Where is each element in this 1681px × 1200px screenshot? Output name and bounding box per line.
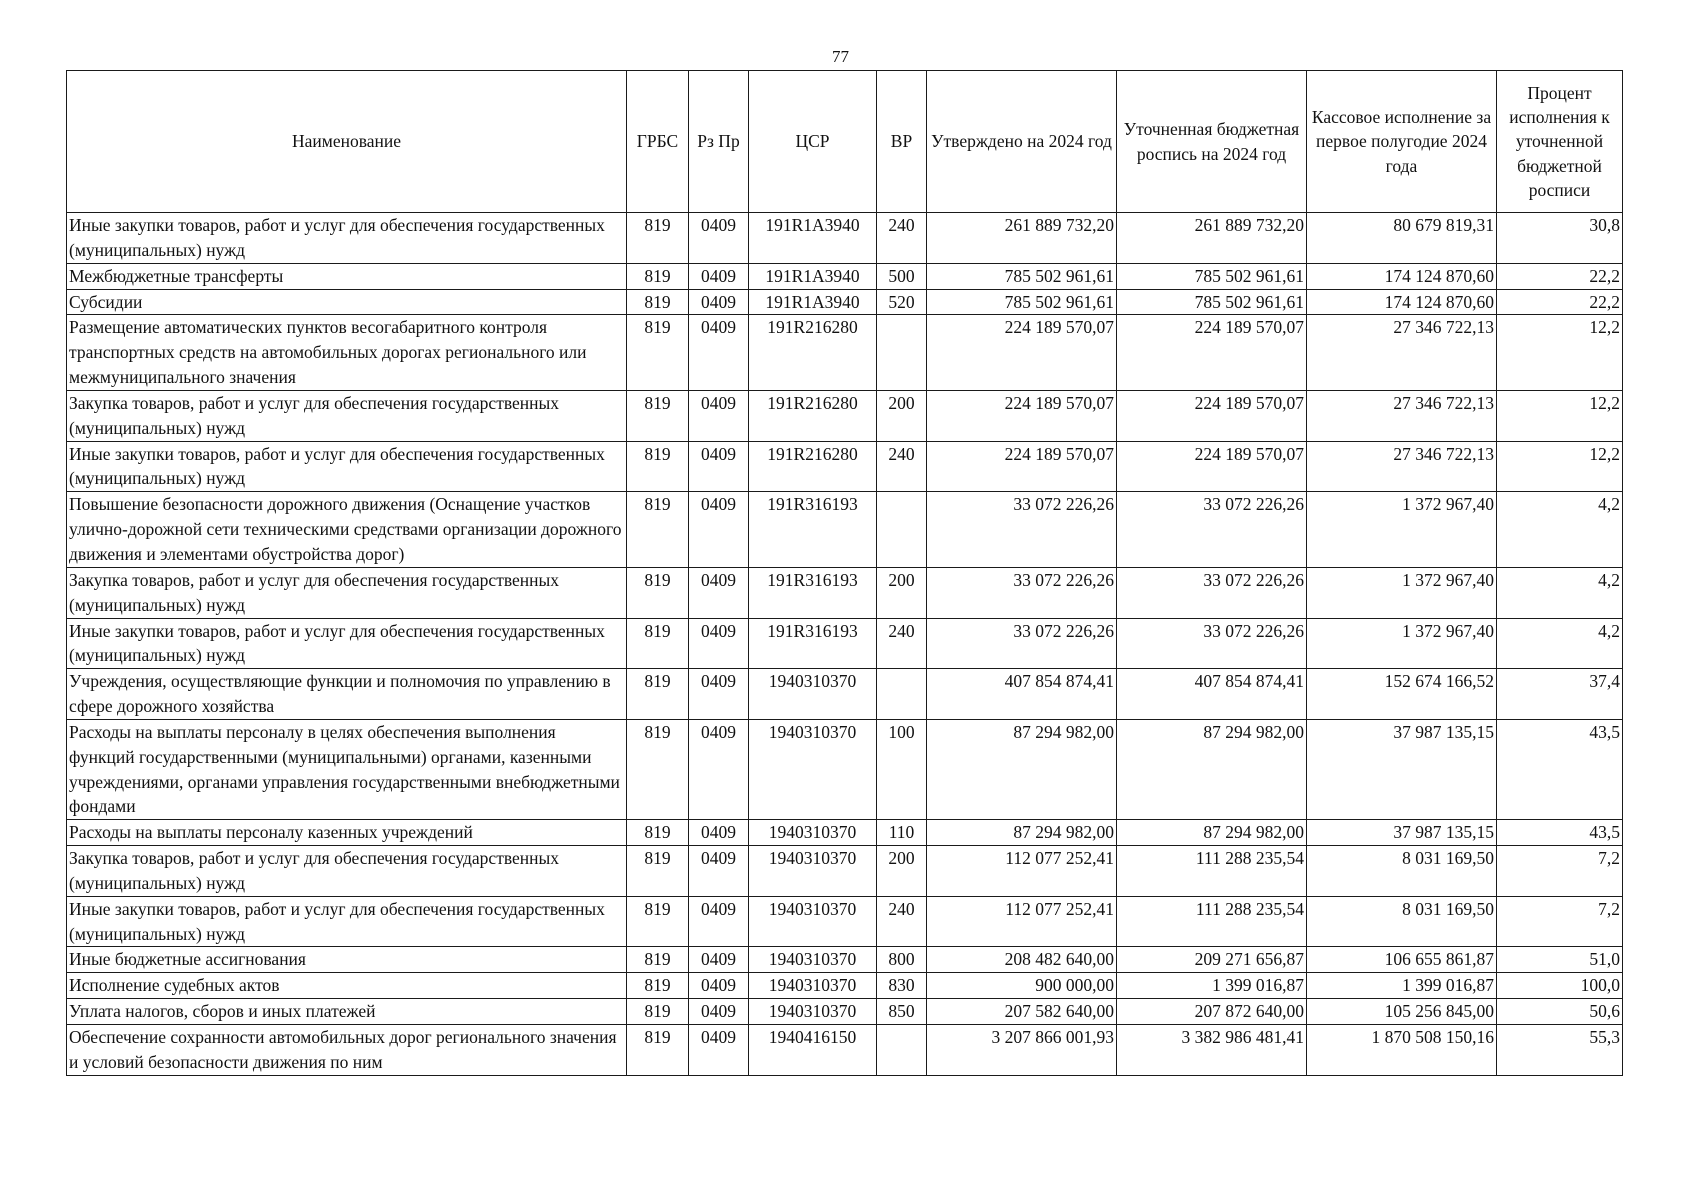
row-approved-cell: 87 294 982,00	[927, 820, 1117, 846]
row-cash-cell: 8 031 169,50	[1307, 896, 1497, 947]
header-name: Наименование	[67, 71, 627, 213]
row-grbs-cell: 819	[627, 567, 689, 618]
table-row	[67, 618, 1623, 669]
row-percent-cell: 7,2	[1497, 896, 1623, 947]
row-percent-cell: 55,3	[1497, 1025, 1623, 1076]
row-grbs-cell: 819	[627, 1025, 689, 1076]
row-grbs-cell: 819	[627, 441, 689, 492]
row-cash-cell: 37 987 135,15	[1307, 820, 1497, 846]
table-row	[67, 1025, 1623, 1076]
row-percent-cell: 4,2	[1497, 492, 1623, 568]
row-refined-cell: 3 382 986 481,41	[1117, 1025, 1307, 1076]
row-percent-cell: 4,2	[1497, 567, 1623, 618]
row-name-cell: Закупка товаров, работ и услуг для обеспечения государственных (муниципальных) нужд	[67, 390, 627, 441]
row-percent-cell: 12,2	[1497, 315, 1623, 391]
row-csr-cell: 191R216280	[749, 315, 877, 391]
row-rzpr-cell: 0409	[689, 896, 749, 947]
row-csr-cell: 191R1А3940	[749, 289, 877, 315]
row-percent-cell: 7,2	[1497, 846, 1623, 897]
header-grbs: ГРБС	[627, 71, 689, 213]
row-grbs-cell: 819	[627, 213, 689, 264]
row-approved-cell: 224 189 570,07	[927, 441, 1117, 492]
row-refined-cell: 111 288 235,54	[1117, 846, 1307, 897]
row-percent-cell: 50,6	[1497, 999, 1623, 1025]
row-name-cell: Иные закупки товаров, работ и услуг для обеспечения государственных (муниципальных) нужд	[67, 213, 627, 264]
row-percent-cell: 12,2	[1497, 390, 1623, 441]
row-vr-cell	[877, 315, 927, 391]
row-rzpr-cell: 0409	[689, 213, 749, 264]
row-csr-cell: 1940310370	[749, 719, 877, 819]
row-refined-cell: 33 072 226,26	[1117, 567, 1307, 618]
row-rzpr-cell: 0409	[689, 618, 749, 669]
row-approved-cell: 87 294 982,00	[927, 719, 1117, 819]
row-csr-cell: 191R316193	[749, 492, 877, 568]
row-rzpr-cell: 0409	[689, 315, 749, 391]
row-csr-cell: 1940310370	[749, 947, 877, 973]
row-name-cell: Иные закупки товаров, работ и услуг для обеспечения государственных (муниципальных) нужд	[67, 896, 627, 947]
row-cash-cell: 1 399 016,87	[1307, 973, 1497, 999]
row-csr-cell: 1940310370	[749, 846, 877, 897]
row-approved-cell: 112 077 252,41	[927, 896, 1117, 947]
row-rzpr-cell: 0409	[689, 669, 749, 720]
row-vr-cell: 830	[877, 973, 927, 999]
row-grbs-cell: 819	[627, 973, 689, 999]
row-name-cell: Иные закупки товаров, работ и услуг для обеспечения государственных (муниципальных) нужд	[67, 618, 627, 669]
budget-execution-table	[66, 70, 1623, 1076]
row-name-cell: Иные закупки товаров, работ и услуг для обеспечения государственных (муниципальных) нужд	[67, 441, 627, 492]
table-row	[67, 315, 1623, 391]
row-approved-cell: 261 889 732,20	[927, 213, 1117, 264]
row-csr-cell: 191R316193	[749, 618, 877, 669]
row-cash-cell: 37 987 135,15	[1307, 719, 1497, 819]
header-percent: Процент исполнения к уточненной бюджетной росписи	[1497, 71, 1623, 213]
row-rzpr-cell: 0409	[689, 973, 749, 999]
table-row	[67, 820, 1623, 846]
row-name-cell: Субсидии	[67, 289, 627, 315]
row-approved-cell: 33 072 226,26	[927, 618, 1117, 669]
row-vr-cell: 240	[877, 896, 927, 947]
row-refined-cell: 33 072 226,26	[1117, 618, 1307, 669]
header-cash: Кассовое исполнение за первое полугодие 2024 года	[1307, 71, 1497, 213]
row-approved-cell: 208 482 640,00	[927, 947, 1117, 973]
table-body	[67, 213, 1623, 1076]
row-refined-cell: 785 502 961,61	[1117, 289, 1307, 315]
row-refined-cell: 261 889 732,20	[1117, 213, 1307, 264]
row-cash-cell: 27 346 722,13	[1307, 315, 1497, 391]
row-refined-cell: 224 189 570,07	[1117, 390, 1307, 441]
row-csr-cell: 191R216280	[749, 441, 877, 492]
row-vr-cell: 200	[877, 846, 927, 897]
row-name-cell: Расходы на выплаты персоналу в целях обеспечения выполнения функций государственными (муниципальными) органами, казенными учреждениями, органами управления государственными внебюджетными фондами	[67, 719, 627, 819]
row-vr-cell: 200	[877, 567, 927, 618]
row-approved-cell: 224 189 570,07	[927, 390, 1117, 441]
row-vr-cell	[877, 1025, 927, 1076]
row-approved-cell: 33 072 226,26	[927, 492, 1117, 568]
table-row	[67, 213, 1623, 264]
row-grbs-cell: 819	[627, 999, 689, 1025]
row-cash-cell: 106 655 861,87	[1307, 947, 1497, 973]
table-row	[67, 719, 1623, 819]
table-row	[67, 999, 1623, 1025]
row-approved-cell: 900 000,00	[927, 973, 1117, 999]
row-rzpr-cell: 0409	[689, 1025, 749, 1076]
row-name-cell: Учреждения, осуществляющие функции и полномочия по управлению в сфере дорожного хозяйства	[67, 669, 627, 720]
row-name-cell: Закупка товаров, работ и услуг для обеспечения государственных (муниципальных) нужд	[67, 567, 627, 618]
row-refined-cell: 87 294 982,00	[1117, 820, 1307, 846]
row-refined-cell: 207 872 640,00	[1117, 999, 1307, 1025]
row-grbs-cell: 819	[627, 820, 689, 846]
row-csr-cell: 191R1А3940	[749, 263, 877, 289]
row-vr-cell: 200	[877, 390, 927, 441]
header-csr: ЦСР	[749, 71, 877, 213]
row-name-cell: Размещение автоматических пунктов весогабаритного контроля транспортных средств на автомобильных дорогах регионального или межмуниципального значения	[67, 315, 627, 391]
row-vr-cell: 110	[877, 820, 927, 846]
table-row	[67, 896, 1623, 947]
table-row	[67, 846, 1623, 897]
table-row	[67, 289, 1623, 315]
row-csr-cell: 191R316193	[749, 567, 877, 618]
row-refined-cell: 87 294 982,00	[1117, 719, 1307, 819]
row-rzpr-cell: 0409	[689, 289, 749, 315]
row-cash-cell: 80 679 819,31	[1307, 213, 1497, 264]
row-rzpr-cell: 0409	[689, 441, 749, 492]
row-approved-cell: 785 502 961,61	[927, 263, 1117, 289]
row-csr-cell: 191R216280	[749, 390, 877, 441]
row-approved-cell: 785 502 961,61	[927, 289, 1117, 315]
row-name-cell: Уплата налогов, сборов и иных платежей	[67, 999, 627, 1025]
row-approved-cell: 33 072 226,26	[927, 567, 1117, 618]
row-name-cell: Закупка товаров, работ и услуг для обеспечения государственных (муниципальных) нужд	[67, 846, 627, 897]
row-cash-cell: 1 372 967,40	[1307, 618, 1497, 669]
row-percent-cell: 37,4	[1497, 669, 1623, 720]
row-csr-cell: 1940310370	[749, 820, 877, 846]
row-grbs-cell: 819	[627, 896, 689, 947]
row-cash-cell: 1 372 967,40	[1307, 567, 1497, 618]
row-cash-cell: 174 124 870,60	[1307, 289, 1497, 315]
header-approved: Утверждено на 2024 год	[927, 71, 1117, 213]
row-name-cell: Расходы на выплаты персоналу казенных учреждений	[67, 820, 627, 846]
row-percent-cell: 22,2	[1497, 263, 1623, 289]
table-row	[67, 492, 1623, 568]
row-rzpr-cell: 0409	[689, 846, 749, 897]
row-name-cell: Исполнение судебных актов	[67, 973, 627, 999]
row-name-cell: Обеспечение сохранности автомобильных дорог регионального значения и условий безопасности движения по ним	[67, 1025, 627, 1076]
row-grbs-cell: 819	[627, 669, 689, 720]
row-percent-cell: 4,2	[1497, 618, 1623, 669]
row-csr-cell: 1940310370	[749, 669, 877, 720]
table-row	[67, 441, 1623, 492]
row-vr-cell	[877, 669, 927, 720]
row-grbs-cell: 819	[627, 947, 689, 973]
row-percent-cell: 22,2	[1497, 289, 1623, 315]
row-cash-cell: 27 346 722,13	[1307, 390, 1497, 441]
row-csr-cell: 1940310370	[749, 999, 877, 1025]
row-csr-cell: 1940310370	[749, 973, 877, 999]
row-vr-cell: 240	[877, 213, 927, 264]
table-row	[67, 263, 1623, 289]
row-grbs-cell: 819	[627, 618, 689, 669]
row-refined-cell: 111 288 235,54	[1117, 896, 1307, 947]
row-name-cell: Иные бюджетные ассигнования	[67, 947, 627, 973]
row-percent-cell: 43,5	[1497, 820, 1623, 846]
row-approved-cell: 3 207 866 001,93	[927, 1025, 1117, 1076]
row-vr-cell: 100	[877, 719, 927, 819]
table-row	[67, 567, 1623, 618]
row-refined-cell: 407 854 874,41	[1117, 669, 1307, 720]
table-row	[67, 947, 1623, 973]
row-rzpr-cell: 0409	[689, 492, 749, 568]
row-grbs-cell: 819	[627, 289, 689, 315]
row-approved-cell: 112 077 252,41	[927, 846, 1117, 897]
row-approved-cell: 224 189 570,07	[927, 315, 1117, 391]
row-refined-cell: 224 189 570,07	[1117, 441, 1307, 492]
row-vr-cell: 800	[877, 947, 927, 973]
row-name-cell: Повышение безопасности дорожного движения (Оснащение участков улично-дорожной сети техническими средствами организации дорожного движения и элементами обустройства дорог)	[67, 492, 627, 568]
row-rzpr-cell: 0409	[689, 820, 749, 846]
row-cash-cell: 8 031 169,50	[1307, 846, 1497, 897]
table-row	[67, 669, 1623, 720]
page-number: 77	[832, 47, 849, 66]
row-csr-cell: 1940310370	[749, 896, 877, 947]
row-grbs-cell: 819	[627, 719, 689, 819]
row-percent-cell: 12,2	[1497, 441, 1623, 492]
row-percent-cell: 43,5	[1497, 719, 1623, 819]
row-percent-cell: 30,8	[1497, 213, 1623, 264]
row-rzpr-cell: 0409	[689, 567, 749, 618]
row-cash-cell: 152 674 166,52	[1307, 669, 1497, 720]
row-refined-cell: 1 399 016,87	[1117, 973, 1307, 999]
row-vr-cell: 520	[877, 289, 927, 315]
row-cash-cell: 27 346 722,13	[1307, 441, 1497, 492]
row-rzpr-cell: 0409	[689, 999, 749, 1025]
row-rzpr-cell: 0409	[689, 719, 749, 819]
row-approved-cell: 407 854 874,41	[927, 669, 1117, 720]
table-header-row	[67, 71, 1623, 213]
table-row	[67, 390, 1623, 441]
row-approved-cell: 207 582 640,00	[927, 999, 1117, 1025]
row-refined-cell: 33 072 226,26	[1117, 492, 1307, 568]
row-grbs-cell: 819	[627, 390, 689, 441]
header-vr: ВР	[877, 71, 927, 213]
row-grbs-cell: 819	[627, 492, 689, 568]
row-percent-cell: 51,0	[1497, 947, 1623, 973]
row-percent-cell: 100,0	[1497, 973, 1623, 999]
row-grbs-cell: 819	[627, 846, 689, 897]
row-vr-cell: 500	[877, 263, 927, 289]
row-rzpr-cell: 0409	[689, 263, 749, 289]
row-refined-cell: 785 502 961,61	[1117, 263, 1307, 289]
row-grbs-cell: 819	[627, 315, 689, 391]
row-rzpr-cell: 0409	[689, 390, 749, 441]
row-grbs-cell: 819	[627, 263, 689, 289]
row-vr-cell: 240	[877, 441, 927, 492]
row-refined-cell: 224 189 570,07	[1117, 315, 1307, 391]
row-rzpr-cell: 0409	[689, 947, 749, 973]
row-vr-cell: 850	[877, 999, 927, 1025]
row-csr-cell: 191R1А3940	[749, 213, 877, 264]
row-vr-cell: 240	[877, 618, 927, 669]
table-row	[67, 973, 1623, 999]
row-cash-cell: 1 870 508 150,16	[1307, 1025, 1497, 1076]
row-cash-cell: 174 124 870,60	[1307, 263, 1497, 289]
header-rzpr: Рз Пр	[689, 71, 749, 213]
row-csr-cell: 1940416150	[749, 1025, 877, 1076]
row-name-cell: Межбюджетные трансферты	[67, 263, 627, 289]
row-refined-cell: 209 271 656,87	[1117, 947, 1307, 973]
header-refined: Уточненная бюджетная роспись на 2024 год	[1117, 71, 1307, 213]
row-vr-cell	[877, 492, 927, 568]
row-cash-cell: 1 372 967,40	[1307, 492, 1497, 568]
row-cash-cell: 105 256 845,00	[1307, 999, 1497, 1025]
